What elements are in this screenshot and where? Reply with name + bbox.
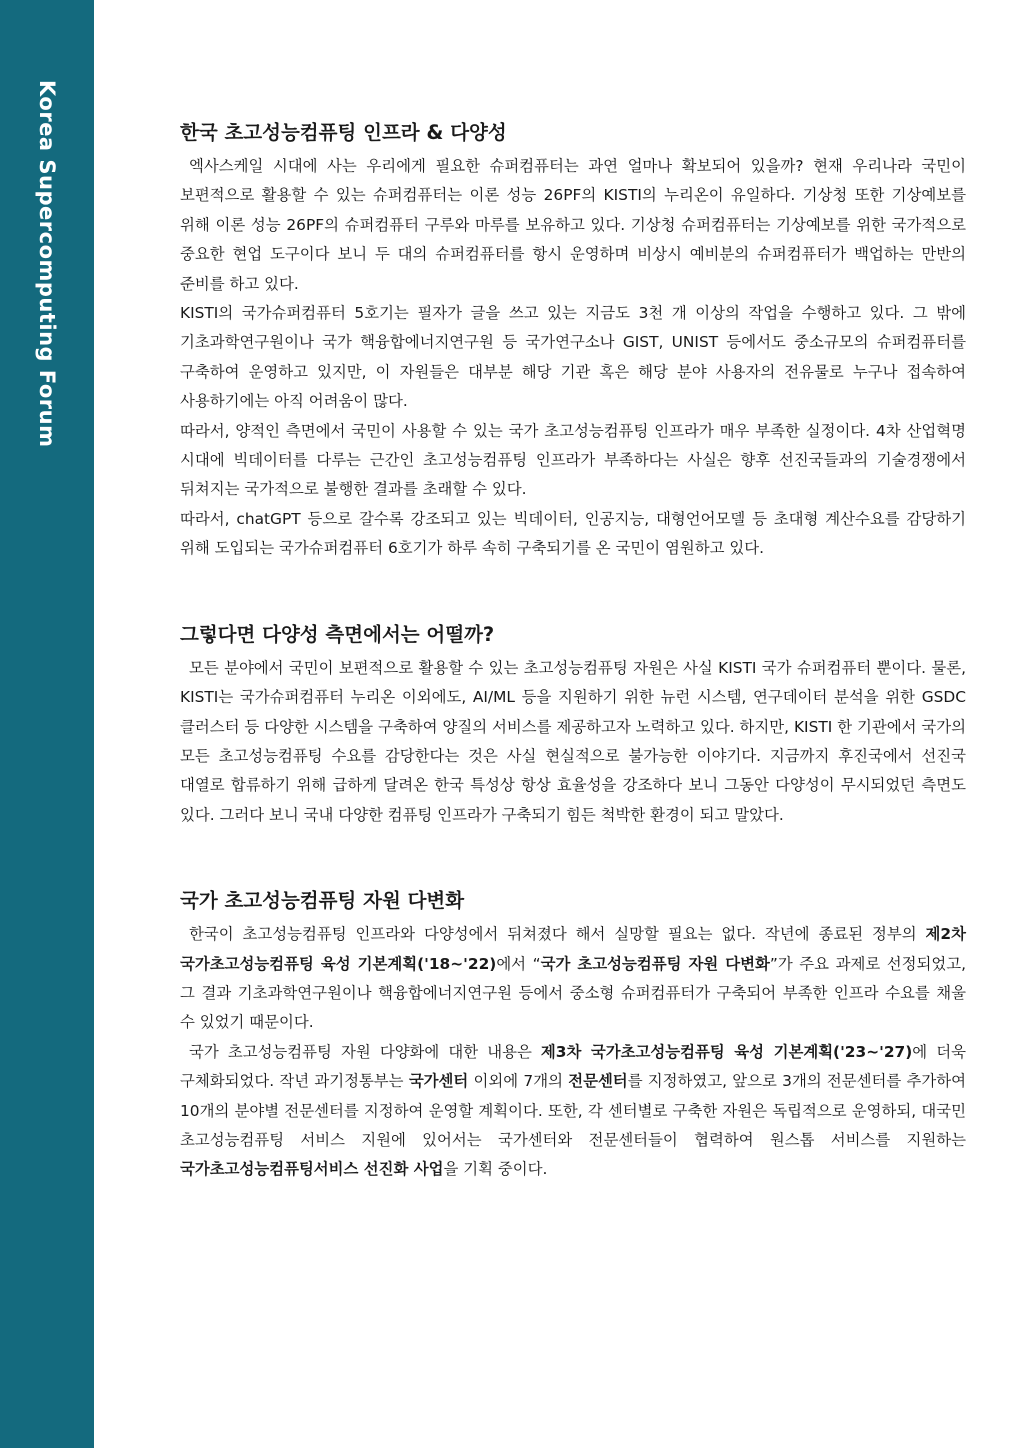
bold-text-plan-3: 제3차 국가초고성능컴퓨팅 육성 기본계획('23~'27) (540, 1042, 913, 1061)
bold-text-plan-2: 제2차 국가초고성능컴퓨팅 육성 기본계획('18~'22) (180, 925, 966, 973)
paragraph: 모든 분야에서 국민이 보편적으로 활용할 수 있는 초고성능컴퓨팅 자원은 사실 KISTI 국가 슈퍼컴퓨터 뿐이다. 물론, KISTI는 국가슈퍼컴퓨터 누리온 이외에도, AI/ML 등을 지원하기 위한 뉴런 시스템, 연구데이터 분석을 위한 GSDC 클러스터 등 다양한 시스템을 구축하여 양질의 서비스를 제공하고자 노력하고 있다. 하지만, KISTI 한 기관에서 국가의 모든 초고성능컴퓨팅 수요를 감당한다는 것은 사실 현실적으로 불가능한 이야기다. 지금까지 후진국에서 선진국 대열로 합류하기 위해 급하게 달려온 한국 특성상 항상 효율성을 강조하다 보니 그동안 다양성이 무시되었던 측면도 있다. 그러다 보니 국내 다양한 컴퓨팅 인프라가 구축되기 힘든 척박한 환경이 되고 말았다. (180, 658, 966, 824)
sidebar-title: Korea Supercomputing Forum (35, 80, 59, 448)
text-run: ”가 주요 과제로 선정되었고, 그 결과 기초과학연구원이나 핵융합에너지연구원 등에서 중소형 슈퍼컴퓨터가 구축되어 부족한 인프라 수요를 채울 수 있었기 때문이다. (180, 954, 966, 1032)
paragraph (180, 1038, 966, 1185)
text-run: 이외에 7개의 (468, 1072, 569, 1091)
text-run: 국가 초고성능컴퓨팅 자원 다양화에 대한 내용은 (189, 1042, 541, 1061)
section-diversification (180, 886, 966, 1185)
bold-text-diversification: 국가 초고성능컴퓨팅 자원 다변화 (540, 954, 770, 973)
bold-text-service-project: 국가초고성능컴퓨팅서비스 선진화 사업 (180, 1160, 444, 1179)
paragraph: 따라서, 양적인 측면에서 국민이 사용할 수 있는 국가 초고성능컴퓨팅 인프라가 매우 부족한 실정이다. 4차 산업혁명 시대에 빅데이터를 다루는 근간인 초고성능컴퓨팅 인프라가 부족하다는 사실은 향후 선진국들과의 기술경쟁에서 뒤쳐지는 국가적으로 불행한 결과를 초래할 수 있다. (180, 421, 966, 499)
sidebar (0, 0, 94, 1448)
paragraph: 엑사스케일 시대에 사는 우리에게 필요한 슈퍼컴퓨터는 과연 얼마나 확보되어 있을까? 현재 우리나라 국민이 보편적으로 활용할 수 있는 슈퍼컴퓨터는 이론 성능 26PF의 KISTI의 누리온이 유일하다. 기상청 또한 기상예보를 위해 이론 성능 26PF의 슈퍼컴퓨터 구루와 마루를 보유하고 있다. 기상청 슈퍼컴퓨터는 기상예보를 위한 국가적으로 중요한 현업 도구이다 보니 두 대의 슈퍼컴퓨터를 항시 운영하며 비상시 예비분의 슈퍼컴퓨터가 백업하는 만반의 준비를 하고 있다. (180, 157, 966, 293)
bold-text-specialized-center: 전문센터 (568, 1072, 628, 1091)
section-heading: 국가 초고성능컴퓨팅 자원 다변화 (180, 889, 465, 913)
text-run: 한국이 초고성능컴퓨팅 인프라와 다양성에서 뒤쳐졌다 해서 실망할 필요는 없다. 작년에 종료된 정부의 (189, 925, 926, 944)
paragraph: 따라서, chatGPT 등으로 갈수록 강조되고 있는 빅데이터, 인공지능, 대형언어모델 등 초대형 계산수요를 감당하기 위해 도입되는 국가슈퍼컴퓨터 6호기가 하루 속히 구축되기를 온 국민이 염원하고 있다. (180, 509, 966, 558)
text-run: 을 기획 중이다. (443, 1160, 548, 1179)
text-run: 에서 “ (496, 954, 541, 973)
text-run: 에 더욱 구체화되었다. 작년 과기정통부는 (180, 1042, 966, 1091)
paragraph (180, 920, 966, 1038)
bold-text-national-center: 국가센터 (408, 1072, 469, 1091)
section-diversity (180, 620, 966, 830)
section-heading: 한국 초고성능컴퓨팅 인프라 & 다양성 (180, 121, 507, 144)
article-body (180, 118, 966, 1185)
text-run: 를 지정하였고, 앞으로 3개의 전문센터를 추가하여 10개의 분야별 전문센터를 지정하여 운영할 계획이다. 또한, 각 센터별로 구축한 자원은 독립적으로 운영하되, 대국민 초고성능컴퓨팅 서비스 지원에 있어서는 국가센터와 전문센터들이 협력하여 원스톱 서비스를 지원하는 (180, 1072, 966, 1149)
section-infrastructure (180, 118, 966, 564)
paragraph: KISTI의 국가슈퍼컴퓨터 5호기는 필자가 글을 쓰고 있는 지금도 3천 개 이상의 작업을 수행하고 있다. 그 밖에 기초과학연구원이나 국가 핵융합에너지연구원 등 국가연구소나 GIST, UNIST 등에서도 중소규모의 슈퍼컴퓨터를 구축하여 운영하고 있지만, 이 자원들은 대부분 해당 기관 혹은 해당 분야 사용자의 전유물로 누구나 접속하여 사용하기에는 아직 어려움이 많다. (180, 304, 966, 411)
section-heading: 그렇다면 다양성 측면에서는 어떨까? (180, 622, 495, 646)
